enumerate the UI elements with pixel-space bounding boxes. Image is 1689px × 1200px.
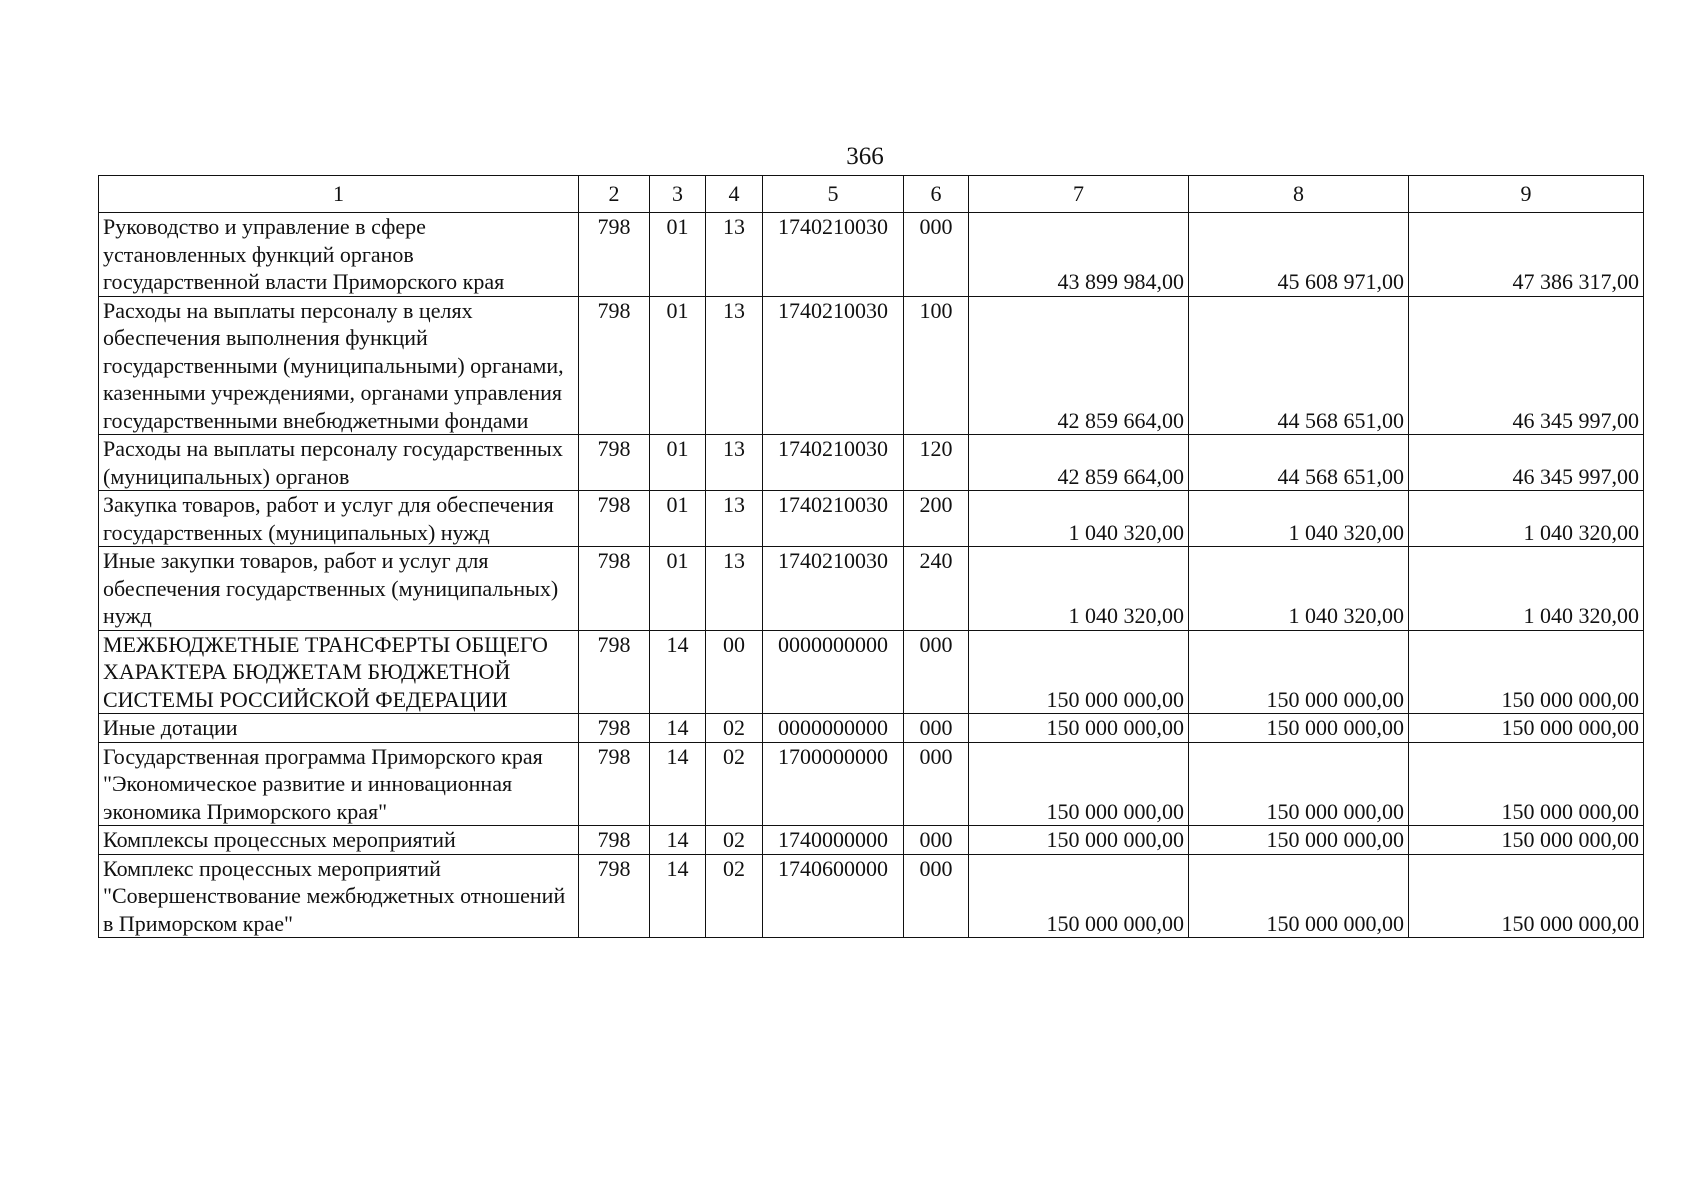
table-row	[99, 213, 1644, 297]
code-section: 14	[650, 630, 706, 714]
code-grbs: 798	[579, 854, 650, 938]
code-expense-type: 000	[904, 630, 969, 714]
row-name: Расходы на выплаты персоналу государственных (муниципальных) органов	[99, 435, 579, 491]
code-section: 01	[650, 296, 706, 435]
column-header: 2	[579, 176, 650, 213]
amount-col8: 150 000 000,00	[1189, 630, 1409, 714]
code-subsection: 13	[706, 547, 763, 631]
column-header: 1	[99, 176, 579, 213]
amount-col9: 1 040 320,00	[1409, 547, 1644, 631]
code-target-item: 1740210030	[763, 296, 904, 435]
code-section: 14	[650, 854, 706, 938]
code-expense-type: 000	[904, 714, 969, 743]
code-expense-type: 240	[904, 547, 969, 631]
code-target-item: 1740210030	[763, 435, 904, 491]
code-target-item: 0000000000	[763, 714, 904, 743]
code-grbs: 798	[579, 714, 650, 743]
amount-col9: 150 000 000,00	[1409, 854, 1644, 938]
amount-col8: 45 608 971,00	[1189, 213, 1409, 297]
code-target-item: 0000000000	[763, 630, 904, 714]
table-row	[99, 714, 1644, 743]
column-header: 6	[904, 176, 969, 213]
column-header: 8	[1189, 176, 1409, 213]
code-subsection: 13	[706, 213, 763, 297]
code-grbs: 798	[579, 213, 650, 297]
amount-col7: 43 899 984,00	[969, 213, 1189, 297]
code-section: 01	[650, 213, 706, 297]
code-section: 01	[650, 547, 706, 631]
amount-col9: 150 000 000,00	[1409, 630, 1644, 714]
code-subsection: 02	[706, 714, 763, 743]
table-row	[99, 854, 1644, 938]
row-name: Комплекс процессных мероприятий "Совершенствование межбюджетных отношений в Приморском крае"	[99, 854, 579, 938]
amount-col7: 150 000 000,00	[969, 826, 1189, 855]
amount-col7: 42 859 664,00	[969, 435, 1189, 491]
table-row	[99, 296, 1644, 435]
code-section: 01	[650, 491, 706, 547]
row-name: Иные закупки товаров, работ и услуг для обеспечения государственных (муниципальных) нужд	[99, 547, 579, 631]
page-number: 366	[846, 143, 884, 170]
code-target-item: 1740000000	[763, 826, 904, 855]
column-header: 4	[706, 176, 763, 213]
table-row	[99, 630, 1644, 714]
code-section: 14	[650, 742, 706, 826]
amount-col8: 150 000 000,00	[1189, 714, 1409, 743]
amount-col7: 150 000 000,00	[969, 742, 1189, 826]
code-expense-type: 000	[904, 213, 969, 297]
table-row	[99, 742, 1644, 826]
row-name: Иные дотации	[99, 714, 579, 743]
code-grbs: 798	[579, 296, 650, 435]
amount-col7: 1 040 320,00	[969, 547, 1189, 631]
amount-col8: 150 000 000,00	[1189, 854, 1409, 938]
code-expense-type: 000	[904, 742, 969, 826]
code-grbs: 798	[579, 742, 650, 826]
amount-col8: 150 000 000,00	[1189, 742, 1409, 826]
code-expense-type: 000	[904, 826, 969, 855]
column-header: 9	[1409, 176, 1644, 213]
amount-col9: 47 386 317,00	[1409, 213, 1644, 297]
code-target-item: 1740600000	[763, 854, 904, 938]
table-row	[99, 435, 1644, 491]
amount-col9: 46 345 997,00	[1409, 435, 1644, 491]
budget-table	[98, 175, 1644, 938]
code-subsection: 13	[706, 491, 763, 547]
amount-col8: 44 568 651,00	[1189, 435, 1409, 491]
amount-col8: 1 040 320,00	[1189, 547, 1409, 631]
row-name: Комплексы процессных мероприятий	[99, 826, 579, 855]
amount-col7: 150 000 000,00	[969, 714, 1189, 743]
header-row	[99, 176, 1644, 213]
code-grbs: 798	[579, 491, 650, 547]
code-subsection: 13	[706, 435, 763, 491]
code-expense-type: 200	[904, 491, 969, 547]
code-target-item: 1740210030	[763, 491, 904, 547]
code-subsection: 00	[706, 630, 763, 714]
amount-col7: 1 040 320,00	[969, 491, 1189, 547]
code-section: 01	[650, 435, 706, 491]
row-name: Закупка товаров, работ и услуг для обеспечения государственных (муниципальных) нужд	[99, 491, 579, 547]
code-grbs: 798	[579, 826, 650, 855]
code-grbs: 798	[579, 435, 650, 491]
code-target-item: 1740210030	[763, 547, 904, 631]
amount-col9: 150 000 000,00	[1409, 826, 1644, 855]
code-expense-type: 100	[904, 296, 969, 435]
amount-col7: 150 000 000,00	[969, 630, 1189, 714]
code-subsection: 13	[706, 296, 763, 435]
column-header: 5	[763, 176, 904, 213]
amount-col7: 150 000 000,00	[969, 854, 1189, 938]
code-target-item: 1740210030	[763, 213, 904, 297]
amount-col9: 150 000 000,00	[1409, 742, 1644, 826]
code-grbs: 798	[579, 547, 650, 631]
table-row	[99, 547, 1644, 631]
row-name: Руководство и управление в сфере установленных функций органов государственной власти Приморского края	[99, 213, 579, 297]
column-header: 3	[650, 176, 706, 213]
code-target-item: 1700000000	[763, 742, 904, 826]
amount-col9: 150 000 000,00	[1409, 714, 1644, 743]
row-name: Государственная программа Приморского края "Экономическое развитие и инновационная экономика Приморского края"	[99, 742, 579, 826]
row-name: МЕЖБЮДЖЕТНЫЕ ТРАНСФЕРТЫ ОБЩЕГО ХАРАКТЕРА БЮДЖЕТАМ БЮДЖЕТНОЙ СИСТЕМЫ РОССИЙСКОЙ ФЕДЕРАЦИИ	[99, 630, 579, 714]
code-subsection: 02	[706, 826, 763, 855]
code-section: 14	[650, 714, 706, 743]
amount-col8: 1 040 320,00	[1189, 491, 1409, 547]
amount-col7: 42 859 664,00	[969, 296, 1189, 435]
table-row	[99, 491, 1644, 547]
column-header: 7	[969, 176, 1189, 213]
code-expense-type: 000	[904, 854, 969, 938]
code-grbs: 798	[579, 630, 650, 714]
code-subsection: 02	[706, 854, 763, 938]
row-name: Расходы на выплаты персоналу в целях обеспечения выполнения функций государственными (муниципальными) органами, казенными учреждениями, органами управления государственными внебюджетными фондами	[99, 296, 579, 435]
code-section: 14	[650, 826, 706, 855]
amount-col8: 44 568 651,00	[1189, 296, 1409, 435]
code-expense-type: 120	[904, 435, 969, 491]
amount-col9: 46 345 997,00	[1409, 296, 1644, 435]
code-subsection: 02	[706, 742, 763, 826]
amount-col9: 1 040 320,00	[1409, 491, 1644, 547]
amount-col8: 150 000 000,00	[1189, 826, 1409, 855]
table-row	[99, 826, 1644, 855]
